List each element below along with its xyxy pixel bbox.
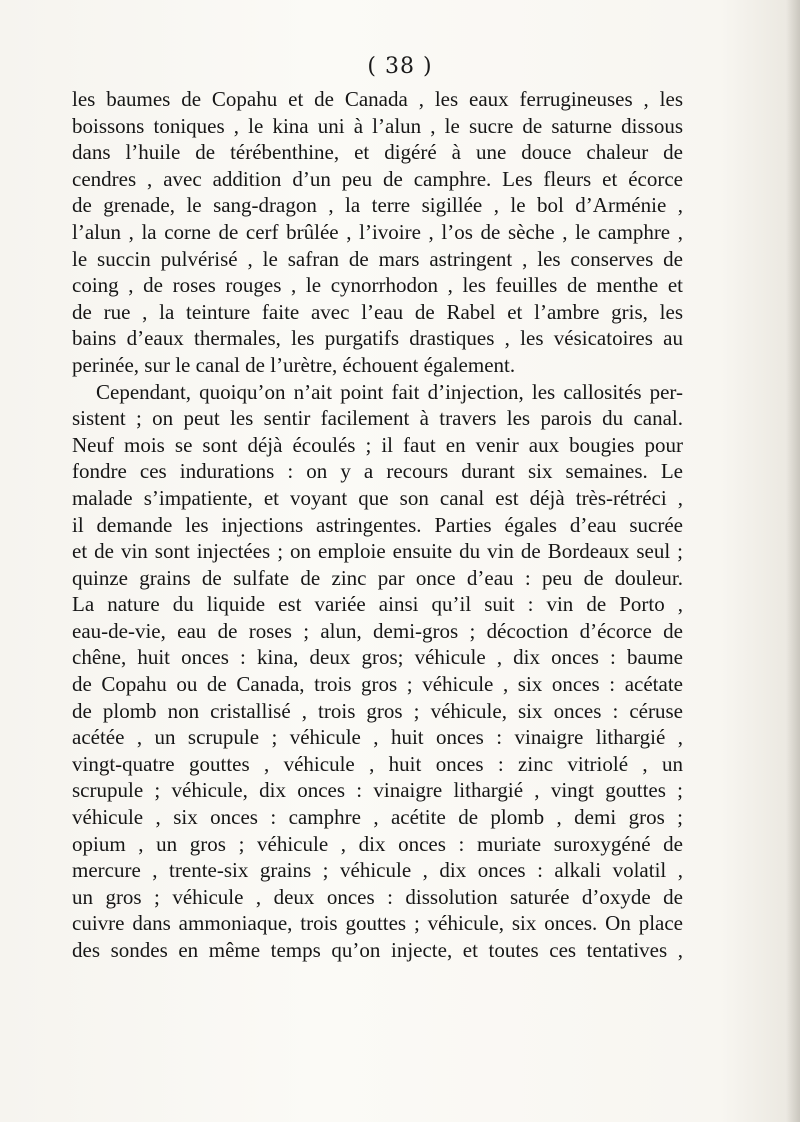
text-line: de Copahu ou de Canada, trois gros ; véhicule , six onces : acétate [72, 672, 683, 697]
text-line: vingt-quatre gouttes , véhicule , huit onces : zinc vitriolé , un [72, 751, 683, 776]
text-line: l’alun , la corne de cerf brûlée , l’ivoire , l’os de sèche , le camphre , [72, 219, 683, 244]
page-number: ( 38 ) [367, 54, 433, 79]
text-line: opium , un gros ; véhicule , dix onces : muriate suroxygéné de [72, 831, 683, 856]
text-line: perinée, sur le canal de l’urètre, échouent également. [72, 352, 516, 377]
text-line: dans l’huile de térébenthine, et digéré à une douce chaleur de [72, 140, 683, 165]
text-line: le succin pulvérisé , le safran de mars astringent , les conserves de [72, 246, 683, 271]
text-line: boissons toniques , le kina uni à l’alun , le sucre de saturne dissous [72, 113, 683, 138]
text-line: cendres , avec addition d’un peu de camphre. Les fleurs et écorce [72, 166, 683, 191]
text-line: il demande les injections astringentes. Parties égales d’eau sucrée [72, 512, 683, 537]
text-line: cuivre dans ammoniaque, trois gouttes ; véhicule, six onces. On place [72, 911, 683, 936]
body-text [72, 86, 683, 964]
text-line: quinze grains de sulfate de zinc par once d’eau : peu de douleur. [72, 565, 683, 590]
text-line: véhicule , six onces : camphre , acétite de plomb , demi gros ; [72, 805, 683, 830]
text-line: les baumes de Copahu et de Canada , les eaux ferrugineuses , les [72, 87, 683, 111]
text-line: mercure , trente-six grains ; véhicule , dix onces : alkali volatil , [72, 858, 683, 883]
text-line: eau-de-vie, eau de roses ; alun, demi-gros ; décoction d’écorce de [72, 618, 683, 643]
text-line: Cependant, quoiqu’on n’ait point fait d’injection, les callosités per- [96, 379, 683, 404]
text-line: acétée , un scrupule ; véhicule , huit onces : vinaigre lithargié , [72, 725, 683, 750]
text-line: et de vin sont injectées ; on emploie ensuite du vin de Bordeaux seul ; [72, 539, 683, 564]
text-line: de plomb non cristallisé , trois gros ; véhicule, six onces : céruse [72, 698, 683, 723]
text-line: chêne, huit onces : kina, deux gros; véhicule , dix onces : baume [72, 645, 683, 670]
text-line: un gros ; véhicule , deux onces : dissolution saturée d’oxyde de [72, 884, 683, 909]
text-line: de rue , la teinture faite avec l’eau de Rabel et l’ambre gris, les [72, 299, 683, 324]
text-line: des sondes en même temps qu’on injecte, et toutes ces tentatives , [72, 938, 683, 962]
text-line: Neuf mois se sont déjà écoulés ; il faut en venir aux bougies pour [72, 432, 683, 457]
text-line: La nature du liquide est variée ainsi qu’il suit : vin de Porto , [72, 592, 683, 617]
text-line: bains d’eaux thermales, les purgatifs drastiques , les vésicatoires au [72, 326, 683, 351]
text-line: fondre ces indurations : on y a recours durant six semaines. Le [72, 459, 683, 484]
page-edge-shadow [786, 0, 800, 1122]
text-line: scrupule ; véhicule, dix onces : vinaigre lithargié , vingt gouttes ; [72, 778, 683, 803]
text-line: de grenade, le sang-dragon , la terre sigillée , le bol d’Arménie , [72, 193, 683, 218]
text-line: sistent ; on peut les sentir facilement à travers les parois du canal. [72, 406, 683, 431]
text-line: coing , de roses rouges , le cynorrhodon , les feuilles de menthe et [72, 273, 683, 298]
text-line: malade s’impatiente, et voyant que son canal est déjà très-rétréci , [72, 485, 683, 510]
